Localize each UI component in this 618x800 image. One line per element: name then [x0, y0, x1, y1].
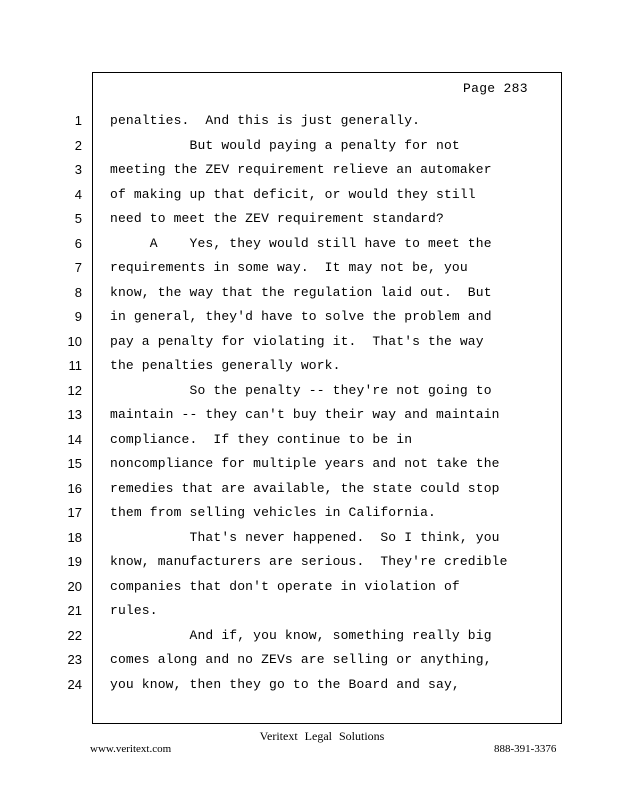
transcript-line: noncompliance for multiple years and not take the: [110, 456, 500, 471]
transcript-line: compliance. If they continue to be in: [110, 431, 413, 447]
transcript-line: A Yes, they would still have to meet the: [110, 235, 492, 251]
line-number: 14: [67, 431, 82, 447]
footer-website: www.veritext.com: [90, 743, 172, 755]
line-number: 10: [67, 333, 82, 349]
transcript-line: So the penalty -- they're not going to: [110, 382, 492, 398]
line-number: 6: [74, 235, 82, 251]
transcript-line: That's never happened. So I think, you: [110, 529, 500, 545]
line-number: 19: [67, 554, 82, 569]
line-number: 13: [67, 407, 82, 422]
transcript-line: pay a penalty for violating it. That's the way: [110, 333, 484, 349]
transcript-line: the penalties generally work.: [110, 358, 341, 373]
transcript-line: of making up that deficit, or would they still: [110, 186, 476, 202]
line-number: 7: [74, 260, 82, 275]
footer-company: Veritext Legal Solutions: [259, 729, 385, 743]
transcript-line: remedies that are available, the state could stop: [110, 480, 500, 496]
line-number: 17: [67, 505, 82, 520]
transcript-line: you know, then they go to the Board and say,: [110, 676, 460, 692]
line-number: 3: [74, 162, 82, 177]
line-number: 5: [74, 211, 82, 226]
transcript-line: maintain -- they can't buy their way and maintain: [110, 407, 500, 422]
transcript-line: meeting the ZEV requirement relieve an automaker: [110, 162, 492, 177]
transcript-line: know, the way that the regulation laid out. But: [110, 284, 492, 300]
transcript-line: rules.: [110, 603, 158, 618]
transcript-line: need to meet the ZEV requirement standard?: [110, 211, 444, 226]
line-number-column: [60, 109, 82, 697]
transcript-line: know, manufacturers are serious. They're credible: [110, 554, 508, 569]
line-number: 23: [67, 652, 82, 667]
line-number: 9: [74, 309, 82, 324]
transcript-line: them from selling vehicles in California.: [110, 505, 437, 520]
page-number: Page 283: [463, 81, 528, 96]
transcript-line: in general, they'd have to solve the problem and: [110, 309, 492, 324]
line-number: 4: [74, 186, 82, 202]
transcript-line: And if, you know, something really big: [110, 627, 492, 643]
line-number: 8: [74, 284, 82, 300]
transcript-text: [110, 109, 550, 697]
transcript-line: penalties. And this is just generally.: [110, 113, 421, 128]
line-number: 1: [74, 113, 82, 128]
transcript-line: But would paying a penalty for not: [110, 137, 460, 153]
transcript-line: companies that don't operate in violation of: [110, 578, 460, 594]
line-number: 22: [67, 627, 82, 643]
line-number: 21: [67, 603, 82, 618]
line-number: 18: [67, 529, 82, 545]
transcript-line: requirements in some way. It may not be, you: [110, 260, 468, 275]
line-number: 12: [67, 382, 82, 398]
line-number: 11: [68, 358, 82, 373]
line-number: 24: [67, 676, 82, 692]
line-number: 15: [67, 456, 82, 471]
transcript-line: comes along and no ZEVs are selling or anything,: [110, 652, 492, 667]
line-number: 16: [67, 480, 82, 496]
footer-phone: 888-391-3376: [494, 743, 557, 755]
line-number: 20: [67, 578, 82, 594]
line-number: 2: [74, 137, 82, 153]
